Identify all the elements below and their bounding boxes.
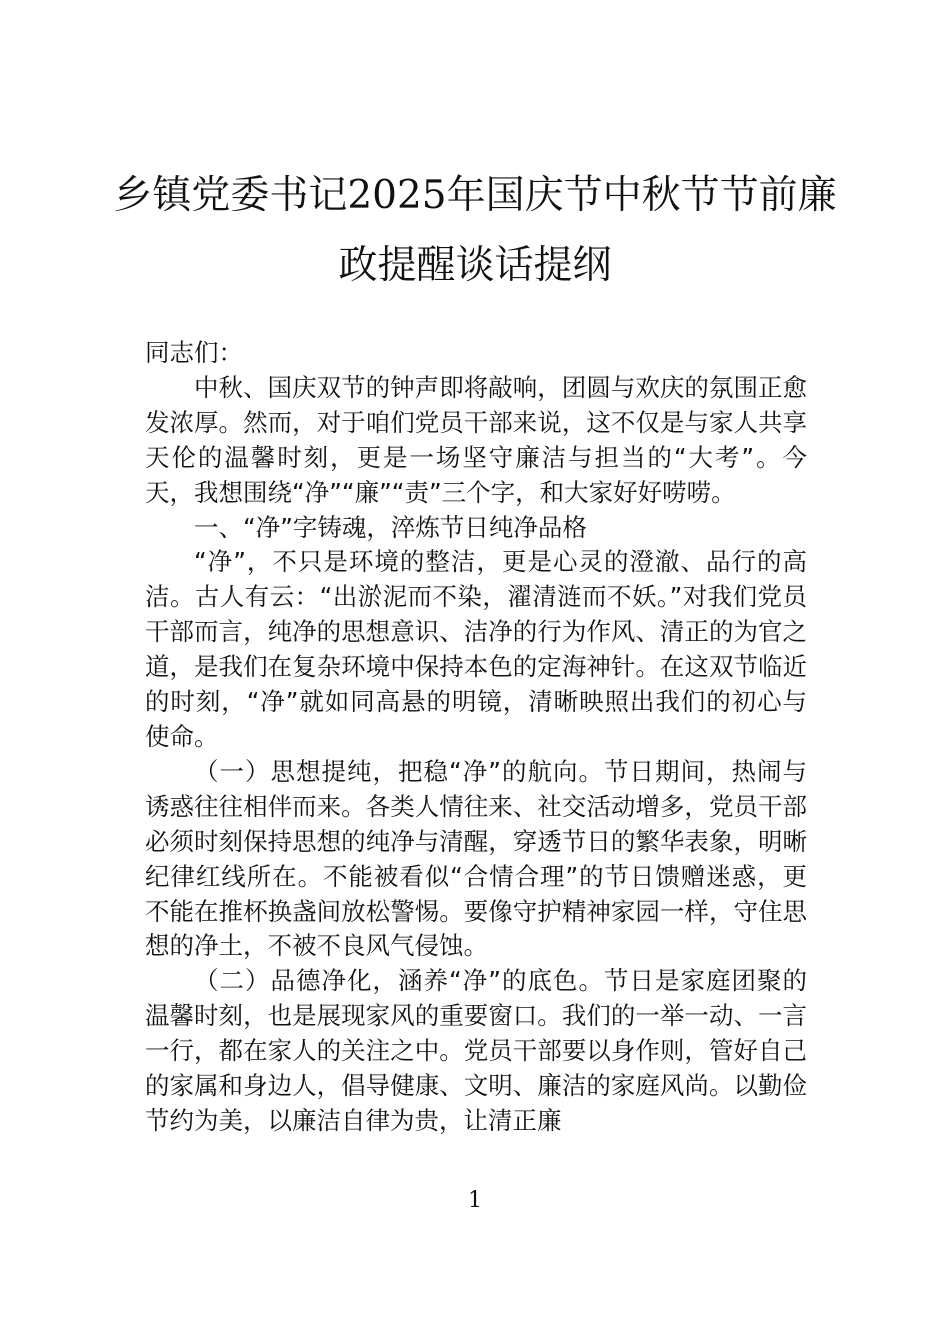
document-title-line-2: 政提醒谈话提纲 [338,243,612,288]
document-title-line-1: 乡镇党委书记2025年国庆节中秋节节前廉 [113,173,837,218]
section-heading-1: 一、“净”字铸魂，淬炼节日纯净品格 [194,512,587,542]
document-body [145,336,807,1139]
paragraph-subsection-1: （一）思想提纯，把稳“净”的航向。节日期间，热闹与诱惑往往相伴而来。各类人情往来、社交活动增多，党员干部必须时刻保持思想的纯净与清醒，穿透节日的繁华表象，明晰纪律红线所在。不能被看似“合情合理”的节日馈赠迷惑，更不能在推杯换盏间放松警惕。要像守护精神家园一样，守住思想的净土，不被不良风气侵蚀。 [145,756,807,961]
paragraph-subsection-2: （二）品德净化，涵养“净”的底色。节日是家庭团聚的温馨时刻，也是展现家风的重要窗口。我们的一举一动、一言一行，都在家人的关注之中。党员干部要以身作则，管好自己的家属和身边人，倡导健康、文明、廉洁的家庭风尚。以勤俭节约为美，以廉洁自律为贵，让清正廉 [145,966,807,1135]
paragraph-jing: “净”，不只是环境的整洁，更是心灵的澄澈、品行的高洁。古人有云：“出淤泥而不染，濯清涟而不妖。”对我们党员干部而言，纯净的思想意识、洁净的行为作风、清正的为官之道，是我们在复杂环境中保持本色的定海神针。在这双节临近的时刻，“净”就如同高悬的明镜，清晰映照出我们的初心与使命。 [145,547,807,751]
paragraph-intro: 中秋、国庆双节的钟声即将敲响，团圆与欢庆的氛围正愈发浓厚。然而，对于咱们党员干部来说，这不仅是与家人共享天伦的温馨时刻，更是一场坚守廉洁与担当的“大考”。今天，我想围绕“净”“廉”“责”三个字，和大家好好唠唠。 [145,372,807,507]
page-number: 1 [468,1188,482,1213]
salutation: 同志们： [145,338,243,367]
